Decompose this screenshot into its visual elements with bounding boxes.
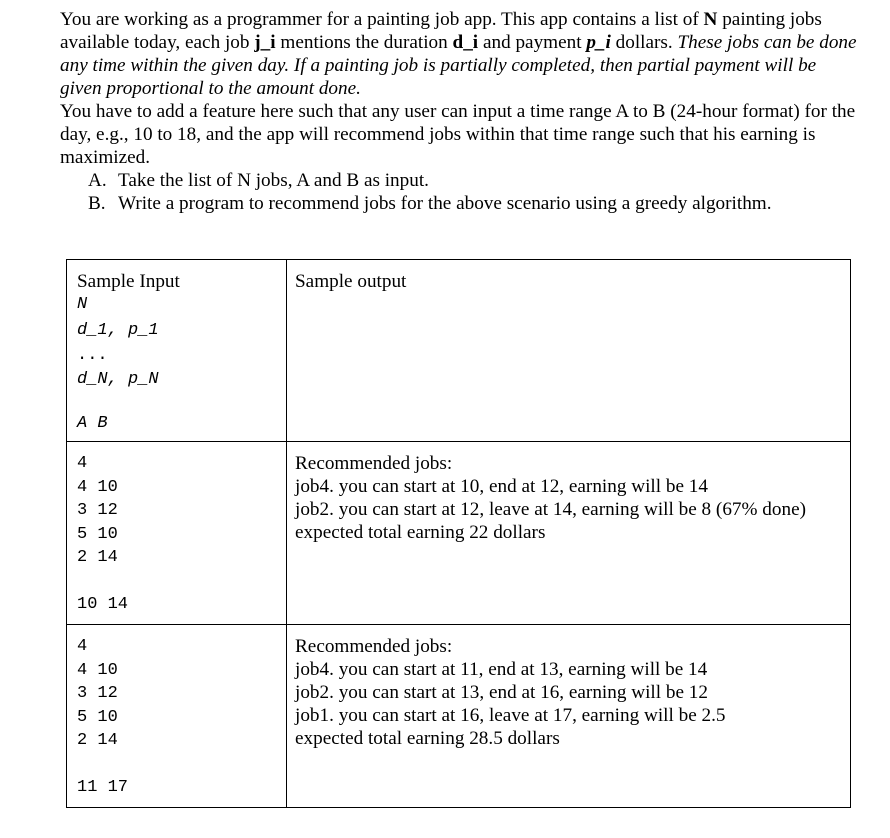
format-first: d_1, p_1 [77,320,159,340]
sample2-output-line: job4. you can start at 11, end at 13, earning will be 14 [295,659,708,680]
d-bold: d_i [452,32,479,53]
sample1-input-line: 2 14 [77,548,118,567]
sample1-input-cell [67,442,287,625]
sample2-output-line: Recommended jobs: [295,636,453,657]
format-row [67,260,851,442]
sample2-input-line: 3 12 [77,684,118,703]
sample1-input-line: 4 [77,454,88,473]
sample2-output-line: expected total earning 28.5 dollars [295,728,560,749]
sample2-input-cell [67,625,287,808]
sample-row-2 [67,625,851,808]
sample1-range: 10 14 [77,594,129,614]
sample1-output-line: expected total earning 22 dollars [295,522,546,543]
format-output-cell [287,260,851,442]
italic-note: These jobs can be done any time within the given day. If a painting job is partially completed, then partial payment will be given proportional to the amount done. [60,32,857,99]
sample-row-1 [67,442,851,625]
sample1-input-line: 5 10 [77,524,118,544]
problem-paragraph-1: You are working as a programmer for a painting job app. This app contains a list of N painting jobs available today, each job j_i mentions the duration d_i and payment p_i dollars. These jobs can be done any time within the given day. If a painting job is partially completed, then partial payment will be given proportional to the amount done. [60,9,857,99]
sample2-input-line: 5 10 [77,707,118,727]
sample1-output-line: Recommended jobs: [295,453,453,474]
sample2-input-line: 4 10 [77,660,118,680]
sample1-output-line: job2. you can start at 12, leave at 14, earning will be 8 (67% done) [295,499,806,520]
sample2-output-cell [287,625,851,808]
n-bold: N [703,9,718,30]
sample2-output-line: job1. you can start at 16, leave at 17, earning will be 2.5 [295,705,726,726]
sample2-range: 11 17 [77,777,129,797]
p-bold: p_i [586,32,611,53]
sample1-input-line: 3 12 [77,501,118,520]
format-n: N [77,295,88,314]
task-list [88,169,868,215]
sample1-input-line: 4 10 [77,477,118,497]
task-b: B. Write a program to recommend jobs for the above scenario using a greedy algorithm. [88,193,772,214]
format-ab: A B [77,414,108,433]
sample2-input-line: 4 [77,637,88,656]
header-output: Sample output [295,271,407,292]
sample2-output-line: job2. you can start at 13, end at 16, earning will be 12 [295,682,708,703]
format-dots: ... [77,346,108,365]
j-bold: j_i [254,32,276,53]
problem-paragraph-2: You have to add a feature here such that any user can input a time range A to B (24-hour format) for the day, e.g., 10 to 18, and the app will recommend jobs within that time range such that his earning is maximized. [60,101,856,168]
sample2-input-line: 2 14 [77,731,118,750]
samples-table [66,259,851,808]
task-a: A. Take the list of N jobs, A and B as input. [88,170,429,191]
sample1-output-cell [287,442,851,625]
format-input-cell [67,260,287,442]
format-last: d_N, p_N [77,369,159,389]
sample1-output-line: job4. you can start at 10, end at 12, earning will be 14 [295,476,708,497]
header-input: Sample Input [77,271,180,292]
